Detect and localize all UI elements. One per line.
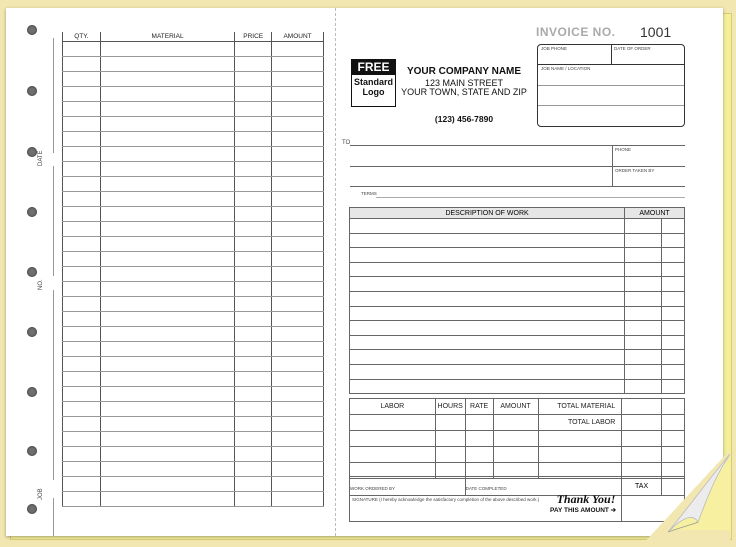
logo-standard: Standard — [353, 77, 393, 87]
amount-header: AMOUNT — [625, 208, 685, 219]
material-row — [63, 297, 324, 312]
company-name: YOUR COMPANY NAME — [406, 66, 522, 77]
invoice-sheet — [6, 8, 723, 536]
material-row — [63, 162, 324, 177]
perforation-line — [335, 8, 336, 536]
material-row — [63, 132, 324, 147]
work-row — [350, 291, 685, 306]
material-row — [63, 177, 324, 192]
date-of-order-label: DATE OF ORDER — [614, 46, 651, 51]
punch-hole — [27, 387, 37, 397]
material-row — [63, 492, 324, 507]
punch-hole — [27, 446, 37, 456]
page-curl-icon — [640, 450, 730, 547]
material-row — [63, 357, 324, 372]
work-row — [350, 262, 685, 277]
to-label: TO — [342, 140, 351, 146]
side-line — [53, 38, 54, 153]
signature-label: SIGNATURE (I hereby acknowledge the satisfactory completion of the above described work.) — [352, 497, 540, 502]
work-row — [350, 306, 685, 321]
hours-header: HOURS — [435, 399, 465, 415]
work-row — [350, 233, 685, 248]
material-row — [63, 432, 324, 447]
material-row — [63, 147, 324, 162]
side-line — [53, 290, 54, 480]
material-row — [63, 267, 324, 282]
material-row — [63, 342, 324, 357]
work-row — [350, 248, 685, 263]
phone-label: PHONE — [615, 147, 632, 152]
terms-label: TERMS — [361, 191, 377, 196]
material-row — [63, 222, 324, 237]
rate-header: RATE — [465, 399, 493, 415]
material-row — [63, 42, 324, 57]
pay-this-amount-label: PAY THIS AMOUNT ➔ — [550, 507, 617, 514]
material-row — [63, 447, 324, 462]
work-row — [350, 379, 685, 394]
punch-hole — [27, 207, 37, 217]
material-row — [63, 57, 324, 72]
material-row — [63, 252, 324, 267]
material-table — [62, 32, 324, 507]
material-row — [63, 192, 324, 207]
side-label-no: NO. — [38, 279, 44, 290]
material-row — [63, 102, 324, 117]
punch-hole — [27, 25, 37, 35]
header-price: PRICE — [235, 32, 272, 42]
side-label-date: DATE — [38, 150, 44, 166]
company-city: YOUR TOWN, STATE AND ZIP — [401, 87, 527, 97]
tax-label: TAX — [622, 477, 662, 496]
material-row — [63, 207, 324, 222]
job-name-label: JOB NAME / LOCATION — [541, 66, 591, 71]
material-row — [63, 282, 324, 297]
signature-table — [349, 476, 685, 522]
invoice-title: INVOICE NO. — [536, 25, 616, 39]
work-row — [350, 335, 685, 350]
labor-amount-header: AMOUNT — [493, 399, 538, 415]
material-rows — [63, 42, 324, 507]
material-row — [63, 402, 324, 417]
work-ordered-by-label: WORK ORDERED BY — [350, 486, 396, 491]
material-row — [63, 312, 324, 327]
punch-hole — [27, 147, 37, 157]
total-labor-label: TOTAL LABOR — [538, 415, 622, 431]
punch-hole — [27, 327, 37, 337]
material-row — [63, 327, 324, 342]
work-row — [350, 277, 685, 292]
job-phone-label: JOB PHONE — [541, 46, 568, 51]
punch-hole — [27, 504, 37, 514]
side-line — [53, 498, 54, 536]
labor-table — [349, 398, 685, 479]
material-row — [63, 387, 324, 402]
header-qty: QTY. — [63, 32, 101, 42]
material-row — [63, 117, 324, 132]
logo-free: FREE — [352, 60, 395, 75]
header-amount: AMOUNT — [272, 32, 324, 42]
description-header: DESCRIPTION OF WORK — [350, 208, 625, 219]
work-row — [350, 350, 685, 365]
material-row — [63, 87, 324, 102]
work-row — [350, 321, 685, 336]
thank-you-text: Thank You! — [556, 492, 616, 506]
job-info-box — [537, 44, 685, 127]
side-line — [53, 166, 54, 276]
work-row — [350, 364, 685, 379]
total-material-label: TOTAL MATERIAL — [538, 399, 622, 415]
invoice-number: 1001 — [640, 24, 672, 40]
header-material: MATERIAL — [100, 32, 234, 42]
logo-logo: Logo — [362, 87, 385, 97]
side-label-job: JOB — [38, 488, 44, 500]
material-row — [63, 417, 324, 432]
order-taken-by-label: ORDER TAKEN BY — [615, 168, 655, 173]
material-row — [63, 372, 324, 387]
work-rows — [350, 219, 685, 394]
work-row — [350, 219, 685, 234]
company-logo-placeholder — [351, 59, 396, 107]
material-row — [63, 462, 324, 477]
punch-hole — [27, 86, 37, 96]
material-row — [63, 237, 324, 252]
company-phone: (123) 456-7890 — [434, 114, 494, 124]
work-table — [349, 207, 685, 394]
material-row — [63, 477, 324, 492]
company-street: 123 MAIN STREET — [424, 78, 504, 88]
material-row — [63, 72, 324, 87]
punch-hole — [27, 267, 37, 277]
labor-header: LABOR — [350, 399, 436, 415]
date-completed-label: DATE COMPLETED — [465, 486, 507, 491]
